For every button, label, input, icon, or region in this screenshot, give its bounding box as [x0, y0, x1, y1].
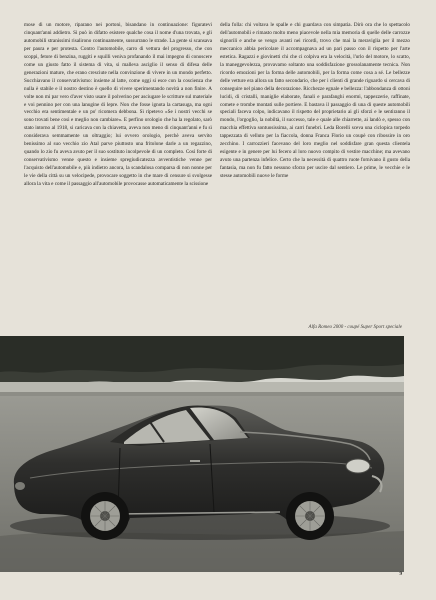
page-number: 9: [399, 572, 402, 577]
photo-caption: Alfa Romeo 2000 - coupé Super Sport speciale: [308, 325, 402, 330]
body-text-left: mose di un motore, riparano nei portoni, bisandano in continuazione: figuratevi cinquant'anni addietro. Si può in difatto esistere qualche cosa il nome d'una trovata, e gli automobili stranissimi risalirono continuamente, sussurrano le strade. La gente si scansava per paura e per protesta. Contro l'automobile, carro di vettura del progresso, che con scoppi, fetore di benzina, ruggiti e squilli veniva profanando il mai impegno di conoscere come un giusto fatto il sistema di vita, si malleva asciglio il senso di difesa delle generazioni mature, che erano cresciute nella convinzione di vivere in un mondo perfetto. Succhiavano il conservativismo: insieme al latte, come oggi si esce con la coscienza che nulla è stabile e il nostro destino è quello di vivere sperimentando novità a non finire. A volte non mi par vero d'aver visto usare il polverino per asciugare le scritture sul materiale e voi pennino per con una lanugine di lepre. Non che fosse ignota la cartasuga, ma ogni vecchio era sentimentale e un po' ricomera debbona. Sì ripetevo «Se i nostri vecchi se sono trovati bene così e meglio non cambiare». E perfino orologio che ha la regolato, sarò stato intorno al 1918, si caricava con la chiavetta, aveva non meno di cinquant'anni e fu sì considerava semmamente un oltraggio; lui ovvero orologio, perchè aveva servito benissimo al suo vecchio zio Atal parve piuttosto una fritolone darle a un regazzino, quando lo zio fu aveva avuto per il suo sostituto incolpevole di un completo. Così forte di conservativismo venne questo e insieme spregiudicatezza avventistiche venne per l'acquisto dell'automobile e, più indietro ancora, la scandalosa comparsa di non nonne per le vie della città su un velocipede, provocare soggetto in che mare di censure si svolgesse allora la vita e come il passaggio all'automobile provocasse automaticamente la scissione: [24, 22, 212, 188]
car-photograph: [0, 336, 404, 572]
text-column-left: [24, 22, 212, 189]
body-text-right: della folla: chi voltava le spalle e chi guardava con simpatia. Dirò ora che lo spettacolo dell'automobili e rimasto molto meno piacevole nella mia memoria di quelle delle carrozze signorili e anche se vengo avanti nei ricordi, trovo che mai la meraviglia per il mezzo meccanico abbia pericolare il accompagnava ad un pari passo con il rispetto per l'arte estetica. Ragazzi e giovinetti chi che ci colpiva era la velocità, l'urlo del motore, lo scatto, la maneggevolezza, provavamo soltanto una soddisfazione grossolanamente tecnica. Non ricordo emozioni per la forma delle automobili, per la forma come cosa a sé. Le bellezze delle vetture era allora un fatto secondario, che per i clienti di grande riguardo si cercava di conseguire nel piano della decorazione. Ricchezze egnale e bellezza: l'abbondanza di ottoni lucidi, di cristalli, maniglie elaborate, fanali e parafanghi enormi, tappezzerie, raffinate, comete e trombe montati sulle portiere. E bastava il passaggio di una di queste automobili speciali faceva colpo, indicavano il rispetto del proprietario ai gli sforzi e le sentiranno il mondo, l'orgoglio, la nobiltà, il successo, tale e quale alle chiarrette, ai landò e, spesso con macchia effettiva sontuosissima, ai carri funebri. Leda Borelli sceva una ciclopica torpedo tappezzata di velluto per la fiaccola, donna Franca Florio un coupè con ribossire in oro zecchino. I carrozzieri facevano del loro meglio nel soddisfare gran questa clientela esigente e in genere per lui fecero al loro nuovo compito di vestire macchine; ma avevano avuto una partenza infelice. Certo che la necessità di quattro ruote fornivano il gusto della fantasia, ma non fu fatto nessuno sforzo per uscire dal sentiero. Le prime, le vecchie e le stesse automobili nuove le forme: [220, 22, 410, 180]
text-column-right: [220, 22, 410, 181]
